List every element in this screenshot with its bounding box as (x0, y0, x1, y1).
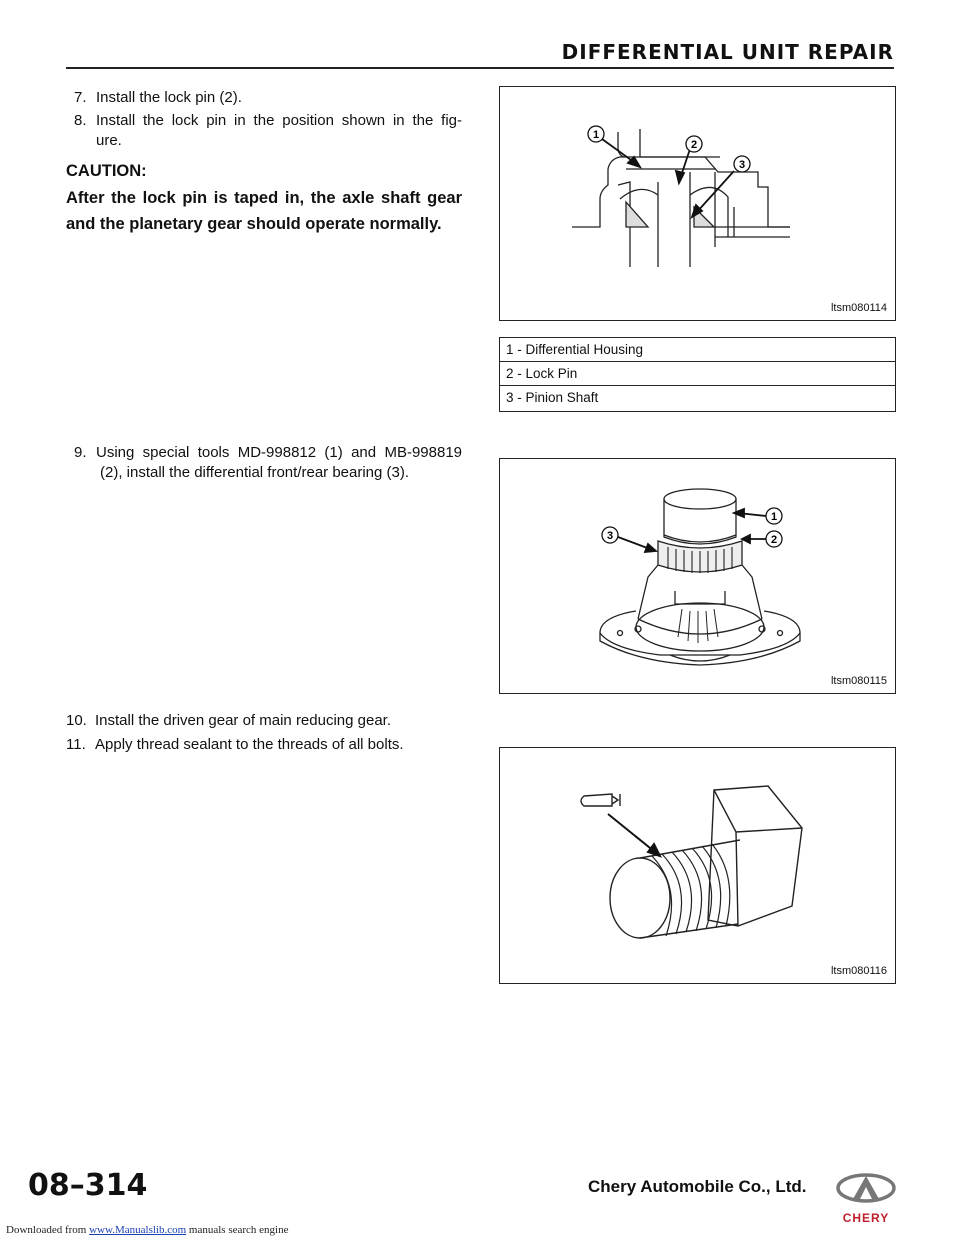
header-divider (66, 67, 894, 69)
figure-caption: ltsm080114 (830, 302, 887, 314)
figure-bearing-install (499, 458, 896, 694)
step-number: 8. (74, 112, 87, 129)
step-9 (74, 443, 462, 483)
section-title: DIFFERENTIAL UNIT REPAIR (561, 40, 894, 64)
company-name: Chery Automobile Co., Ltd. (588, 1177, 807, 1196)
chery-logo-icon (834, 1166, 898, 1230)
step-8 (74, 111, 462, 151)
legend-row: 3 - Pinion Shaft (506, 390, 599, 405)
callout-2: 2 (770, 534, 778, 546)
bolt-sealant-illustration (500, 748, 894, 982)
step-text-line1: Using special tools MD-998812 (1) and MB-998819 (96, 444, 462, 461)
step-text-line2: ure. (96, 132, 122, 149)
step-10 (66, 711, 486, 731)
step-number: 11. (66, 736, 86, 753)
step-number: 10. (66, 712, 87, 729)
figure-lock-pin (499, 86, 896, 321)
figure-caption: ltsm080115 (830, 675, 887, 687)
legend-row: 2 - Lock Pin (500, 362, 895, 386)
callout-3: 3 (606, 530, 614, 542)
step-7 (74, 88, 462, 108)
logo-text: CHERY (842, 1211, 890, 1225)
download-prefix: Downloaded from (6, 1224, 87, 1236)
step-number: 9. (74, 444, 87, 461)
step-number: 7. (74, 89, 87, 106)
callout-3: 3 (738, 159, 746, 171)
caution-body: After the lock pin is taped in, the axle shaft gear and the planetary gear should operate normally. (66, 189, 462, 233)
step-text: Install the lock pin (2). (96, 89, 242, 106)
step-text-line1: Install the lock pin in the position shown in the fig- (96, 112, 462, 129)
legend-row: 1 - Differential Housing (500, 338, 895, 362)
figure-caption: ltsm080116 (830, 965, 887, 977)
step-text-line2: (2), install the differential front/rear bearing (3). (100, 464, 410, 481)
step-text: Apply thread sealant to the threads of all bolts. (95, 736, 404, 753)
lock-pin-illustration (500, 87, 894, 319)
step-11 (66, 735, 486, 755)
caution-heading: CAUTION: (66, 162, 147, 180)
page-number: 08–314 (28, 1168, 148, 1203)
callout-1: 1 (592, 129, 600, 141)
figure-bolt-sealant (499, 747, 896, 984)
figure-legend (499, 337, 896, 412)
manualslib-link[interactable]: www.Manualslib.com (89, 1224, 187, 1236)
download-note (6, 1224, 288, 1236)
download-suffix: manuals search engine (188, 1224, 289, 1236)
step-text: Install the driven gear of main reducing gear. (95, 712, 392, 729)
callout-2: 2 (690, 139, 698, 151)
chery-logo (834, 1166, 898, 1230)
bearing-install-illustration (500, 459, 894, 691)
callout-1: 1 (770, 511, 778, 523)
